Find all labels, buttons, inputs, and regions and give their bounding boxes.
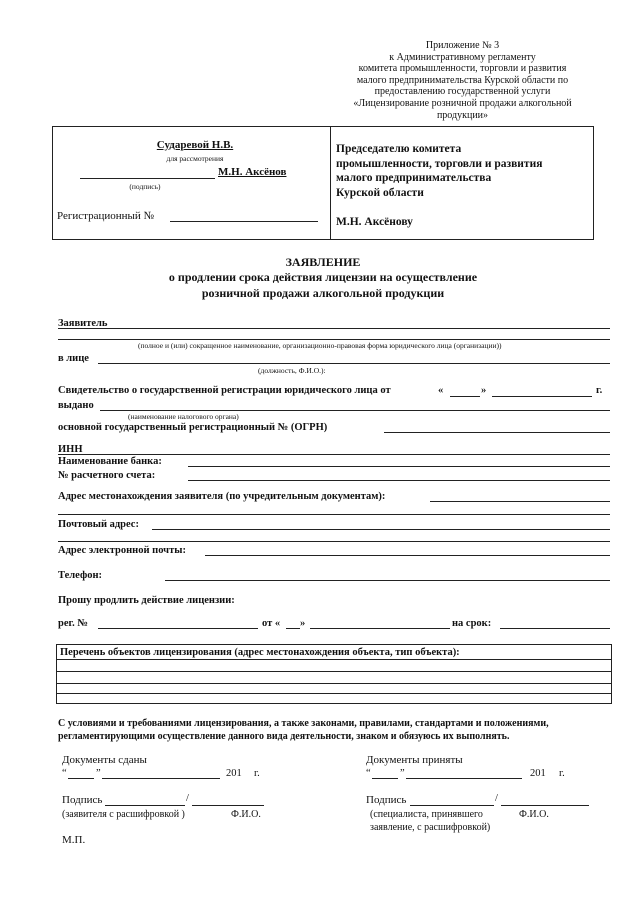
accepted-signature-field[interactable] [410,805,494,806]
submitted-label: Документы сданы [62,754,147,766]
submitted-signature-field[interactable] [105,805,185,806]
phone-field[interactable] [165,580,610,581]
extend-request-label: Прошу продлить действие лицензии: [58,595,235,606]
issued-label: выдано [58,400,94,411]
appendix-line: предоставлению государственной услуги [374,86,551,98]
phone-label: Телефон: [58,570,103,581]
applicant-label: Заявитель [58,318,108,329]
addressee-line: Курской области [336,186,424,199]
in-person-field[interactable] [98,363,610,364]
bank-name-label: Наименование банка: [58,456,162,467]
submitted-quote-close: ” [96,768,101,779]
accepted-label: Документы приняты [366,754,463,766]
legal-address-label: Адрес местонахождения заявителя (по учредительным документам): [58,491,386,502]
submitted-year: 201 [226,768,242,779]
submitted-year-suffix: г. [254,768,260,779]
agreement-line-1: С условиями и требованиями лицензирования, а также законами, правилами, стандартами и положениями, [58,718,549,729]
account-field[interactable] [188,480,610,481]
ogrn-field[interactable] [384,432,610,433]
legal-address-field-2[interactable] [58,514,610,515]
inn-label: ИНН [58,444,83,455]
from-quote-close: » [300,618,306,629]
title-line-2: розничной продажи алкогольной продукции [201,286,445,300]
resolution-name: Сударевой Н.В. [156,139,234,151]
certificate-quote-open: « [438,385,444,396]
objects-row-divider [57,683,611,684]
from-date-field[interactable] [310,628,450,629]
certificate-day-field[interactable] [450,396,480,397]
accepted-year-suffix: г. [559,768,565,779]
accepted-day-field[interactable] [372,778,398,779]
applicant-line [58,328,610,329]
submitted-hint-right: Ф.И.О. [231,809,261,820]
submitted-signature-label: Подпись [62,794,103,806]
in-person-hint: (должность, Ф.И.О.): [258,366,326,375]
addressee-block [336,142,542,200]
addressee-line: малого предпринимательства [336,172,492,184]
accepted-month-field[interactable] [406,778,522,779]
accepted-signature-label: Подпись [366,794,407,806]
accepted-quote-close: ” [400,768,405,779]
header-divider [330,126,331,240]
addressee-line: Председателю комитета [336,143,462,155]
reg-no-label: рег. № [58,618,88,629]
submitted-slash: / [186,793,189,804]
submitted-hint-left: (заявителя с расшифровкой ) [62,809,185,820]
objects-table-header: Перечень объектов лицензирования (адрес местонахождения объекта, тип объекта): [60,647,460,658]
objects-row-divider [57,659,611,660]
signature-caption: (подпись) [129,182,161,191]
bank-name-field[interactable] [188,466,610,467]
postal-address-label: Почтовый адрес: [58,519,139,530]
accepted-slash: / [495,793,498,804]
in-person-label: в лице [58,353,89,364]
reg-no-field[interactable] [98,628,258,629]
issued-field[interactable] [100,410,610,411]
signature-line [80,178,215,179]
reg-number-label: Регистрационный № [57,210,155,222]
submitted-day-field[interactable] [68,778,94,779]
objects-row-divider [57,671,611,672]
submitted-name-field[interactable] [192,805,264,806]
stamp-placeholder: М.П. [62,834,86,846]
appendix-line: к Административному регламенту [389,51,536,63]
applicant-hint: (полное и (или) сокращенное наименование, организационно-правовая форма юридического лица (организации)) [138,341,502,350]
accepted-name-field[interactable] [501,805,589,806]
postal-address-field[interactable] [152,529,610,530]
resolution-signer: М.Н. Аксёнов [218,166,287,178]
appendix-line: «Лицензирование розничной продажи алкогольной [353,97,572,109]
email-label: Адрес электронной почты: [58,545,186,556]
issued-hint: (наименование налогового органа) [128,412,239,421]
legal-address-field[interactable] [430,501,610,502]
certificate-label: Свидетельство о государственной регистрации юридического лица от [58,385,391,396]
accepted-hint-right: Ф.И.О. [519,809,549,820]
email-field[interactable] [205,555,610,556]
agreement-line-2: регламентирующими осуществление данного вида деятельности, знаком и обязуюсь их выполнять. [58,731,510,742]
submitted-month-field[interactable] [102,778,220,779]
addressee-name: М.Н. Аксёнову [336,216,413,228]
applicant-field[interactable] [58,339,610,340]
appendix-line: продукции» [436,109,489,121]
addressee-line: промышленности, торговли и развития [336,157,543,170]
certificate-year-suffix: г. [596,385,603,396]
reg-number-field[interactable] [170,221,318,222]
term-label: на срок: [452,618,492,629]
certificate-quote-close: » [481,385,487,396]
postal-address-field-2[interactable] [58,541,610,542]
appendix-note [320,40,605,121]
from-day-field[interactable] [286,628,300,629]
objects-row-divider [57,693,611,694]
account-label: № расчетного счета: [58,470,156,481]
term-field[interactable] [500,628,610,629]
certificate-month-field[interactable] [492,396,592,397]
appendix-line: Приложение № 3 [425,40,500,51]
accepted-hint-left: (специалиста, принявшего [370,809,483,820]
appendix-line: комитета промышленности, торговли и развития [358,63,567,75]
appendix-line: малого предпринимательства Курской области по [356,74,569,86]
resolution-for-review: для рассмотрения [166,154,224,163]
objects-table [56,644,612,704]
ogrn-label: основной государственный регистрационный № (ОГРН) [58,422,328,433]
document-title: ЗАЯВЛЕНИЕ [285,255,361,269]
title-line-1: о продлении срока действия лицензии на осуществление [168,270,478,284]
submitted-quote-open: “ [62,768,67,779]
accepted-hint-line-2: заявление, с расшифровкой) [370,822,491,833]
accepted-year: 201 [530,768,546,779]
accepted-quote-open: “ [366,768,371,779]
from-label: от « [262,618,281,629]
